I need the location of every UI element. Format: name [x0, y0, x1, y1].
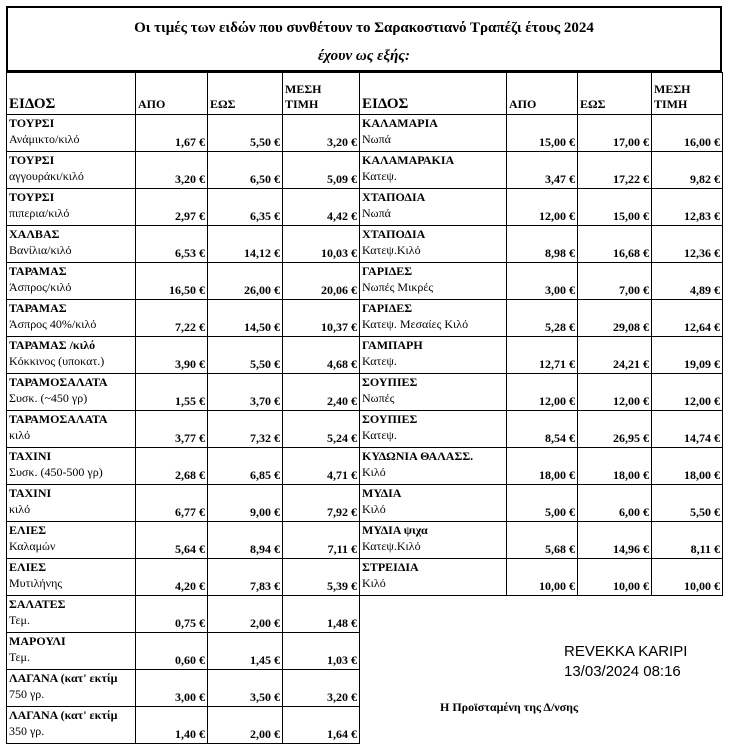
item-name: ΣΟΥΠΙΕΣ	[362, 412, 418, 426]
item-cell	[360, 300, 507, 337]
table-row	[7, 596, 360, 633]
item-description: αγγουράκι/κιλό	[9, 169, 84, 183]
table-row	[360, 226, 723, 263]
item-name: ΤΟΥΡΣΙ	[9, 190, 55, 204]
price-from: 5,28 €	[507, 300, 578, 337]
price-from: 3,00 €	[507, 263, 578, 300]
price-avg: 5,24 €	[283, 411, 360, 448]
item-cell	[7, 115, 136, 152]
item-name: ΛΑΓΑΝΑ (κατ' εκτίμ	[9, 671, 118, 685]
price-to: 2,00 €	[208, 596, 283, 633]
table-row	[360, 115, 723, 152]
price-avg: 4,42 €	[283, 189, 360, 226]
price-avg: 12,64 €	[652, 300, 723, 337]
price-to: 29,08 €	[578, 300, 652, 337]
item-cell	[7, 707, 136, 744]
signer-name: REVEKKA KARIPI	[564, 643, 688, 660]
price-from: 10,00 €	[507, 559, 578, 596]
item-name: ΚΑΛΑΜΑΡΑΚΙΑ	[362, 153, 455, 167]
item-description: Μυτιλήνης	[9, 576, 63, 590]
price-to: 10,00 €	[578, 559, 652, 596]
price-from: 2,68 €	[136, 448, 208, 485]
price-avg: 2,40 €	[283, 374, 360, 411]
item-cell	[7, 596, 136, 633]
item-description: Τεμ.	[9, 650, 30, 664]
price-to: 3,70 €	[208, 374, 283, 411]
price-avg: 12,36 €	[652, 226, 723, 263]
item-name: ΤΑΡΑΜΑΣ	[9, 301, 67, 315]
price-avg: 18,00 €	[652, 448, 723, 485]
price-avg: 1,64 €	[283, 707, 360, 744]
item-cell	[360, 152, 507, 189]
item-cell	[360, 448, 507, 485]
price-avg: 12,00 €	[652, 374, 723, 411]
table-row	[7, 337, 360, 374]
table-row	[7, 707, 360, 744]
price-from: 5,64 €	[136, 522, 208, 559]
price-avg: 9,82 €	[652, 152, 723, 189]
item-description: Νωπές Μικρές	[362, 280, 434, 294]
price-from: 2,97 €	[136, 189, 208, 226]
price-avg: 1,48 €	[283, 596, 360, 633]
item-name: ΚΥΔΩΝΙΑ ΘΑΛΑΣΣ.	[362, 449, 474, 463]
price-avg: 16,00 €	[652, 115, 723, 152]
price-avg: 5,50 €	[652, 485, 723, 522]
table-row	[7, 226, 360, 263]
item-cell	[360, 411, 507, 448]
price-to: 6,00 €	[578, 485, 652, 522]
table-row	[7, 485, 360, 522]
item-name: ΧΤΑΠΟΔΙΑ	[362, 227, 426, 241]
price-avg: 8,11 €	[652, 522, 723, 559]
table-row	[360, 448, 723, 485]
header-from: ΑΠΟ	[136, 73, 208, 115]
item-description: Κιλό	[362, 576, 386, 590]
item-description: Συσκ. (450-500 γρ)	[9, 465, 103, 479]
price-avg: 14,74 €	[652, 411, 723, 448]
price-to: 5,50 €	[208, 115, 283, 152]
table-row	[360, 559, 723, 596]
item-cell	[7, 633, 136, 670]
price-to: 26,00 €	[208, 263, 283, 300]
item-description: Κατεψ.Κιλό	[362, 243, 421, 257]
price-to: 17,00 €	[578, 115, 652, 152]
document-subtitle: έχουν ως εξής:	[317, 48, 410, 64]
header-item: ΕΙΔΟΣ	[7, 73, 136, 115]
item-cell	[360, 263, 507, 300]
price-from: 5,68 €	[507, 522, 578, 559]
item-description: Ανάμικτο/κιλό	[9, 132, 80, 146]
price-from: 1,55 €	[136, 374, 208, 411]
price-to: 26,95 €	[578, 411, 652, 448]
item-name: ΜΥΔΙΑ	[362, 486, 402, 500]
price-from: 8,98 €	[507, 226, 578, 263]
price-to: 2,00 €	[208, 707, 283, 744]
item-name: ΤΑΡΑΜΟΣΑΛΑΤΑ	[9, 375, 108, 389]
price-avg: 19,09 €	[652, 337, 723, 374]
table-row	[7, 152, 360, 189]
table-row	[7, 115, 360, 152]
item-name: ΛΑΓΑΝΑ (κατ' εκτίμ	[9, 708, 118, 722]
header-to: ΕΩΣ	[208, 73, 283, 115]
item-cell	[360, 115, 507, 152]
table-row	[360, 152, 723, 189]
item-description: Άσπρος/κιλό	[9, 280, 72, 294]
price-avg: 3,20 €	[283, 670, 360, 707]
table-row	[360, 189, 723, 226]
item-name: ΧΤΑΠΟΔΙΑ	[362, 190, 426, 204]
item-description: Τεμ.	[9, 613, 30, 627]
item-name: ΓΑΡΙΔΕΣ	[362, 264, 413, 278]
price-to: 1,45 €	[208, 633, 283, 670]
item-cell	[7, 411, 136, 448]
price-avg: 20,06 €	[283, 263, 360, 300]
item-description: Κατεψ.Κιλό	[362, 539, 421, 553]
table-row	[360, 300, 723, 337]
price-avg: 4,89 €	[652, 263, 723, 300]
price-from: 1,67 €	[136, 115, 208, 152]
price-from: 3,00 €	[136, 670, 208, 707]
item-description: Νωπά	[362, 206, 391, 220]
table-row	[7, 670, 360, 707]
table-body-right	[360, 115, 723, 596]
price-avg: 12,83 €	[652, 189, 723, 226]
item-name: ΤΑΡΑΜΑΣ /κιλό	[9, 338, 96, 352]
item-description: Κατεψ. Μεσαίες Κιλό	[362, 317, 469, 331]
table-row	[7, 411, 360, 448]
item-name: ΤΑΧΙΝΙ	[9, 486, 52, 500]
item-description: κιλό	[9, 502, 31, 516]
item-description: πιπερια/κιλό	[9, 206, 70, 220]
price-from: 8,54 €	[507, 411, 578, 448]
price-avg: 3,20 €	[283, 115, 360, 152]
item-cell	[7, 559, 136, 596]
price-from: 12,00 €	[507, 374, 578, 411]
price-from: 1,40 €	[136, 707, 208, 744]
table-row	[7, 522, 360, 559]
price-avg: 5,09 €	[283, 152, 360, 189]
price-from: 6,53 €	[136, 226, 208, 263]
price-to: 3,50 €	[208, 670, 283, 707]
item-cell	[7, 448, 136, 485]
item-name: ΤΑΧΙΝΙ	[9, 449, 52, 463]
price-from: 6,77 €	[136, 485, 208, 522]
price-avg: 4,71 €	[283, 448, 360, 485]
item-name: ΕΛΙΕΣ	[9, 560, 47, 574]
price-avg: 5,39 €	[283, 559, 360, 596]
table-body-left	[7, 115, 360, 744]
item-description: Βανίλια/κιλό	[9, 243, 72, 257]
item-cell	[360, 485, 507, 522]
price-from: 15,00 €	[507, 115, 578, 152]
table-row	[7, 189, 360, 226]
table-row	[7, 300, 360, 337]
item-name: ΣΤΡΕΙΔΙΑ	[362, 560, 419, 574]
price-from: 18,00 €	[507, 448, 578, 485]
item-description: Κατεψ.	[362, 169, 397, 183]
digital-signature	[564, 642, 687, 682]
item-description: Νωπά	[362, 132, 391, 146]
price-to: 18,00 €	[578, 448, 652, 485]
item-cell	[360, 522, 507, 559]
table-row	[360, 522, 723, 559]
price-from: 3,90 €	[136, 337, 208, 374]
item-cell	[7, 337, 136, 374]
price-to: 7,00 €	[578, 263, 652, 300]
item-name: ΣΑΛΑΤΕΣ	[9, 597, 66, 611]
price-from: 16,50 €	[136, 263, 208, 300]
item-cell	[7, 670, 136, 707]
table-row	[360, 485, 723, 522]
price-from: 12,00 €	[507, 189, 578, 226]
item-description: Κατεψ.	[362, 354, 397, 368]
price-to: 14,96 €	[578, 522, 652, 559]
price-avg: 4,68 €	[283, 337, 360, 374]
item-description: 350 γρ.	[9, 724, 45, 738]
price-avg: 10,00 €	[652, 559, 723, 596]
table-row	[360, 263, 723, 300]
price-to: 16,68 €	[578, 226, 652, 263]
item-cell	[360, 226, 507, 263]
table-row	[7, 448, 360, 485]
price-from: 0,75 €	[136, 596, 208, 633]
item-description: κιλό	[9, 428, 31, 442]
price-avg: 7,11 €	[283, 522, 360, 559]
item-cell	[7, 189, 136, 226]
item-description: Νωπές	[362, 391, 395, 405]
item-name: ΜΑΡΟΥΛΙ	[9, 634, 66, 648]
price-to: 5,50 €	[208, 337, 283, 374]
item-description: Κιλό	[362, 465, 386, 479]
item-name: ΤΑΡΑΜΑΣ	[9, 264, 67, 278]
price-to: 14,12 €	[208, 226, 283, 263]
signature-datetime: 13/03/2024 08:16	[564, 663, 681, 680]
price-from: 5,00 €	[507, 485, 578, 522]
table-header-row	[7, 73, 360, 115]
header-from: ΑΠΟ	[507, 73, 578, 115]
table-row	[7, 374, 360, 411]
item-description: Καλαμών	[9, 539, 56, 553]
item-cell	[7, 485, 136, 522]
price-avg: 7,92 €	[283, 485, 360, 522]
table-header-row	[360, 73, 723, 115]
price-from: 3,77 €	[136, 411, 208, 448]
item-cell	[7, 374, 136, 411]
table-row	[7, 559, 360, 596]
price-to: 6,85 €	[208, 448, 283, 485]
table-row	[360, 411, 723, 448]
document-title: Οι τιμές των ειδών που συνθέτουν το Σαρακοστιανό Τραπέζι έτους 2024	[134, 20, 594, 36]
price-to: 15,00 €	[578, 189, 652, 226]
signer-role: Η Προϊσταμένη της Δ/νσης	[440, 700, 579, 714]
price-from: 3,47 €	[507, 152, 578, 189]
item-description: Κατεψ.	[362, 428, 397, 442]
item-name: ΕΛΙΕΣ	[9, 523, 47, 537]
item-description: Κιλό	[362, 502, 386, 516]
table-row	[360, 337, 723, 374]
price-to: 6,35 €	[208, 189, 283, 226]
item-cell	[7, 300, 136, 337]
price-to: 8,94 €	[208, 522, 283, 559]
item-cell	[7, 263, 136, 300]
item-cell	[7, 226, 136, 263]
item-cell	[360, 374, 507, 411]
item-name: ΣΟΥΠΙΕΣ	[362, 375, 418, 389]
item-cell	[7, 152, 136, 189]
item-cell	[360, 559, 507, 596]
price-table-left	[6, 72, 360, 744]
item-name: ΤΟΥΡΣΙ	[9, 153, 55, 167]
table-row	[360, 374, 723, 411]
header-avg: ΜΕΣΗ ΤΙΜΗ	[283, 73, 360, 115]
header-item: ΕΙΔΟΣ	[360, 73, 507, 115]
table-row	[7, 633, 360, 670]
item-name: ΓΑΜΠΑΡΗ	[362, 338, 423, 352]
price-to: 24,21 €	[578, 337, 652, 374]
price-table-right	[359, 72, 723, 596]
item-description: 750 γρ.	[9, 687, 45, 701]
item-name: ΤΑΡΑΜΟΣΑΛΑΤΑ	[9, 412, 108, 426]
item-name: ΧΑΛΒΑΣ	[9, 227, 60, 241]
price-to: 7,32 €	[208, 411, 283, 448]
price-to: 14,50 €	[208, 300, 283, 337]
price-to: 12,00 €	[578, 374, 652, 411]
item-cell	[360, 189, 507, 226]
price-to: 17,22 €	[578, 152, 652, 189]
price-from: 4,20 €	[136, 559, 208, 596]
item-cell	[360, 337, 507, 374]
item-name: ΓΑΡΙΔΕΣ	[362, 301, 413, 315]
price-to: 7,83 €	[208, 559, 283, 596]
price-avg: 10,37 €	[283, 300, 360, 337]
price-from: 0,60 €	[136, 633, 208, 670]
price-from: 3,20 €	[136, 152, 208, 189]
item-name: ΜΥΔΙΑ ψιχα	[362, 523, 428, 537]
table-row	[7, 263, 360, 300]
item-description: Συσκ. (~450 γρ)	[9, 391, 88, 405]
item-description: Άσπρος 40%/κιλό	[9, 317, 97, 331]
price-from: 12,71 €	[507, 337, 578, 374]
price-avg: 10,03 €	[283, 226, 360, 263]
item-name: ΚΑΛΑΜΑΡΙΑ	[362, 116, 438, 130]
price-to: 6,50 €	[208, 152, 283, 189]
item-description: Κόκκινος (υποκατ.)	[9, 354, 105, 368]
price-avg: 1,03 €	[283, 633, 360, 670]
document-title-box	[6, 6, 722, 72]
item-cell	[7, 522, 136, 559]
price-from: 7,22 €	[136, 300, 208, 337]
item-name: ΤΟΥΡΣΙ	[9, 116, 55, 130]
header-to: ΕΩΣ	[578, 73, 652, 115]
header-avg: ΜΕΣΗ ΤΙΜΗ	[652, 73, 723, 115]
price-to: 9,00 €	[208, 485, 283, 522]
